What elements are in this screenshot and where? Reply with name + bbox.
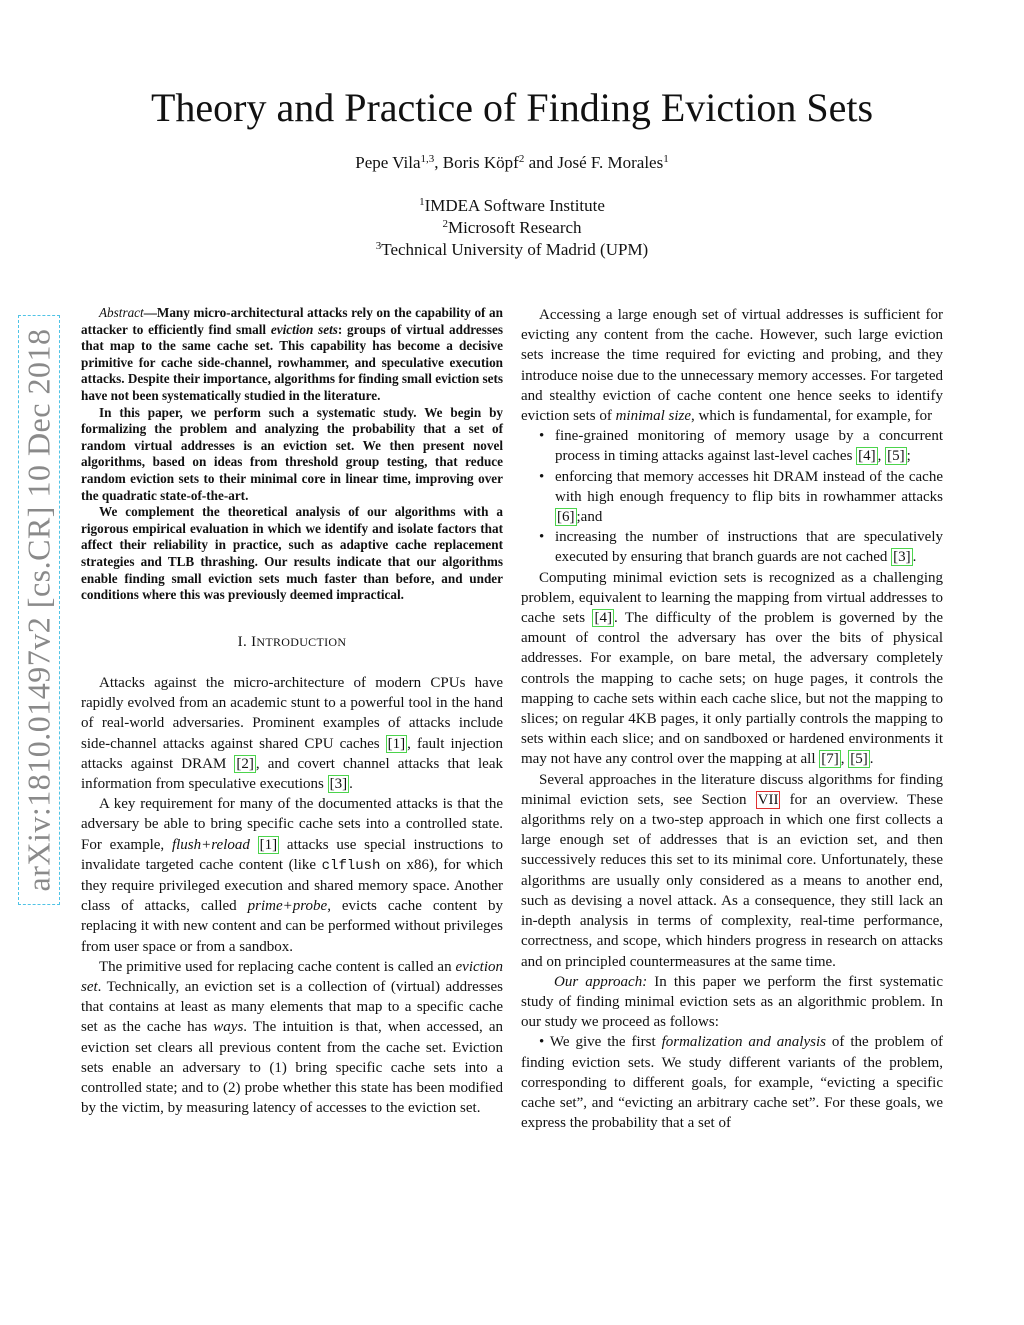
right-column xyxy=(521,305,943,1133)
abstract-paragraph: We complement the theoretical analysis of our algorithms with a rigorous empirical evaluation in which we identify and isolate factors that affect their reliability in practice, such as adaptive cache replacement strategies and TLB thrashing. Our results indicate that our algorithms enable finding small eviction sets much faster than before, and under conditions where this was previously deemed impractical. xyxy=(81,504,503,603)
bullet-item xyxy=(555,467,943,528)
citation-link[interactable]: [7] xyxy=(821,751,839,768)
body-text: ; xyxy=(906,448,911,465)
citation-link[interactable]: [1] xyxy=(259,836,278,853)
affiliation-mark: 3 xyxy=(375,240,382,252)
body-text: of the problem of finding eviction sets. We study different variants of the problem, corresponding to different goals, for example, “evicting a specific cache set”, and “evicting an arbitrary cache set”. For these goals, we express the probability that a set of xyxy=(521,1034,944,1132)
section-heading-initial: I xyxy=(251,633,257,650)
body-text: , which is fundamental, for example, for xyxy=(691,408,933,425)
body-paragraph xyxy=(521,305,943,426)
author-affiliation-mark: 2 xyxy=(518,153,525,165)
abstract-paragraph xyxy=(81,305,503,405)
body-text: Several approaches in the literature discuss algorithms for finding minimal eviction sets, see Section xyxy=(521,771,943,808)
body-paragraph xyxy=(81,673,503,794)
body-text: . The intuition is that, when accessed, an eviction set clears all previous content from the cache set. Eviction sets enable an adversary to (1) bring specific cache sets into a controlled state; and to (2) probe whether this state has been modified by the victim, by measuring latency of accesses to the eviction set. xyxy=(81,1019,503,1117)
body-text: . xyxy=(349,775,353,792)
citation-link[interactable]: [3] xyxy=(329,775,348,792)
bullet-item xyxy=(555,527,943,567)
body-paragraph xyxy=(81,794,503,957)
abstract-paragraph: In this paper, we perform such a systematic study. We begin by formalizing the problem and analyzing the probability that a set of random virtual addresses is an eviction set. We then present novel algorithms, based on ideas from threshold group testing, that reduce random eviction sets to their minimal core in linear time, improving over the quadratic state-of-the-art. xyxy=(81,404,503,503)
abstract xyxy=(81,305,503,604)
arxiv-identifier: arXiv:1810.01497v2 [cs.CR] 10 Dec 2018 xyxy=(20,328,57,892)
citation-link[interactable]: [4] xyxy=(594,610,612,627)
body-paragraph xyxy=(81,957,503,1119)
abstract-label: Abstract xyxy=(99,305,144,320)
affiliation-mark: 2 xyxy=(442,218,448,230)
body-paragraph xyxy=(521,770,943,972)
citation-link[interactable]: [3] xyxy=(893,549,911,566)
body-text: increasing the number of instructions that are speculatively executed by ensuring that branch guards are not cached xyxy=(555,529,943,566)
affiliation-mark: 1 xyxy=(419,196,425,208)
body-emphasis: eviction set xyxy=(81,958,503,995)
section-heading-rest: NTRODUCTION xyxy=(256,634,347,649)
body-emphasis: minimal size xyxy=(615,408,691,425)
section-reference-link[interactable]: VII xyxy=(757,791,779,808)
body-text: . Technically, an eviction set is a collection of (virtual) addresses that contains at least as many elements that map to a specific cache set as the cache has xyxy=(81,978,503,1036)
abstract-text: : groups of virtual addresses that map to the same cache set. This capability has become a decisive primitive for cache side-channel, rowhammer, and speculative execution attacks. Despite their importance, algorithms for finding small eviction sets have not been systematically studied in the literature. xyxy=(81,321,504,403)
body-emphasis: ways xyxy=(213,1019,244,1036)
body-text: enforcing that memory accesses hit DRAM instead of the cache with high enough frequency to flip bits in rowhammer attacks xyxy=(555,468,943,505)
body-text: . xyxy=(869,751,874,768)
author-name: Pepe Vila xyxy=(355,153,421,172)
body-text xyxy=(250,837,258,853)
paper-title: Theory and Practice of Finding Eviction Sets xyxy=(150,85,874,130)
abstract-text: —Many micro-architectural attacks rely on the capability of an attacker to efficiently find small xyxy=(81,305,503,337)
body-text: The primitive used for replacing cache content is called an xyxy=(99,958,456,975)
paragraph-heading: Our approach: xyxy=(554,973,648,990)
left-column xyxy=(81,305,503,1118)
citation-link[interactable]: [1] xyxy=(387,735,406,752)
body-text: , evicts cache content by replacing it with new content and can be performed without privileges from user space or from a sandbox. xyxy=(81,898,503,955)
citation-link[interactable]: [5] xyxy=(850,751,868,768)
body-text: for an overview. These algorithms rely on a two-step approach in which one first collects a large enough set of addresses that is an eviction set, and then successively reduces this set to its minimal core. Unfortunately, these algorithms are usually only considered as a means to another end, such as devising a novel attack. As a consequence, they still lack an in-depth analysis in terms of complexity, real-time performance, correctness, and scope, which hinders progress in research on attacks and on principled countermeasures at the same time. xyxy=(521,791,943,970)
author-name: Boris Köpf xyxy=(442,153,519,172)
arxiv-identifier-stamp xyxy=(18,315,60,905)
body-text: In this paper we perform the first systematic study of finding minimal eviction sets as an algorithmic problem. In our study we proceed as follows: xyxy=(521,973,943,1031)
body-emphasis: formalization and analysis xyxy=(661,1034,826,1051)
body-text: on x86), for which they require privileged execution and shared memory space. Another class of attacks, called xyxy=(81,856,503,915)
body-text: , and covert channel attacks that leak information from speculative executions xyxy=(81,755,503,792)
affiliation-name: Microsoft Research xyxy=(447,218,582,237)
citation-link[interactable]: [6] xyxy=(557,509,575,526)
author-separator: , xyxy=(434,153,443,172)
body-emphasis: flush+reload xyxy=(171,836,250,853)
body-text: attacks use special instructions to invalidate targeted cache content (like xyxy=(81,836,504,873)
bullet-item xyxy=(555,426,943,466)
affiliation xyxy=(0,239,1024,261)
affiliation xyxy=(0,195,1024,217)
author-affiliation-mark: 1,3 xyxy=(420,153,435,165)
section-number: I. xyxy=(237,633,252,650)
abstract-emphasis: eviction sets xyxy=(270,321,338,337)
citation-link[interactable]: [2] xyxy=(236,755,254,772)
affiliation xyxy=(0,217,1024,239)
contribution-item xyxy=(521,1032,943,1133)
code-snippet: clflush xyxy=(321,857,381,874)
bullet-list xyxy=(521,426,943,567)
body-paragraph xyxy=(521,568,943,770)
author-name: José F. Morales xyxy=(557,153,664,172)
body-paragraph xyxy=(521,972,943,1033)
affiliation-list xyxy=(0,195,1024,261)
body-text: , xyxy=(877,448,886,465)
author-list xyxy=(0,152,1024,174)
section-heading-introduction xyxy=(81,632,503,652)
body-text: ;and xyxy=(576,509,603,526)
body-text: Attacks against the micro-architecture of modern CPUs have rapidly evolved from an academic stunt to a powerful tool in the hand of real-world adversaries. Prominent examples of attacks include side-channel attacks against shared CPU caches xyxy=(81,674,503,752)
author-separator: and xyxy=(524,153,558,172)
body-text: . xyxy=(912,549,917,566)
citation-link[interactable]: [4] xyxy=(858,448,876,465)
body-text: fine-grained monitoring of memory usage by a concurrent process in timing attacks against last-level caches xyxy=(555,428,943,465)
affiliation-name: IMDEA Software Institute xyxy=(424,196,605,215)
body-text: , xyxy=(840,751,849,768)
body-text: Computing minimal eviction sets is recognized as a challenging problem, equivalent to learning the mapping from virtual addresses to cache sets xyxy=(521,569,943,627)
body-text: Accessing a large enough set of virtual addresses is sufficient for evicting any content from the cache. However, such large eviction sets increase the time required for evicting and probing, and they introduce noise due to the unnecessary memory accesses. For targeted and stealthy eviction of cache content one hence seeks to identify eviction sets of xyxy=(521,307,943,425)
body-text: We give the first xyxy=(544,1034,662,1051)
body-text: . The difficulty of the problem is governed by the amount of control the adversary has over the bits of physical addresses. For example, on bare metal, the adversary completely controls the mapping to cache sets; on huge pages, it controls the mapping to cache sets within each cache slice, but not the mapping to slices; on regular 4KB pages, it only partially controls the mapping to sets within each slice; and on sandboxed or hardened environments it may not have any control over the mapping at all xyxy=(521,610,943,768)
bullet-marker: • xyxy=(539,1034,545,1051)
affiliation-name: Technical University of Madrid (UPM) xyxy=(381,240,649,259)
author-affiliation-mark: 1 xyxy=(663,153,669,165)
citation-link[interactable]: [5] xyxy=(887,448,905,465)
body-text: , fault injection attacks against DRAM xyxy=(81,735,503,772)
body-text: A key requirement for many of the documented attacks is that the adversary be able to bring specific cache sets into a controlled state. For example, xyxy=(81,796,503,853)
body-emphasis: prime+probe xyxy=(247,898,328,915)
